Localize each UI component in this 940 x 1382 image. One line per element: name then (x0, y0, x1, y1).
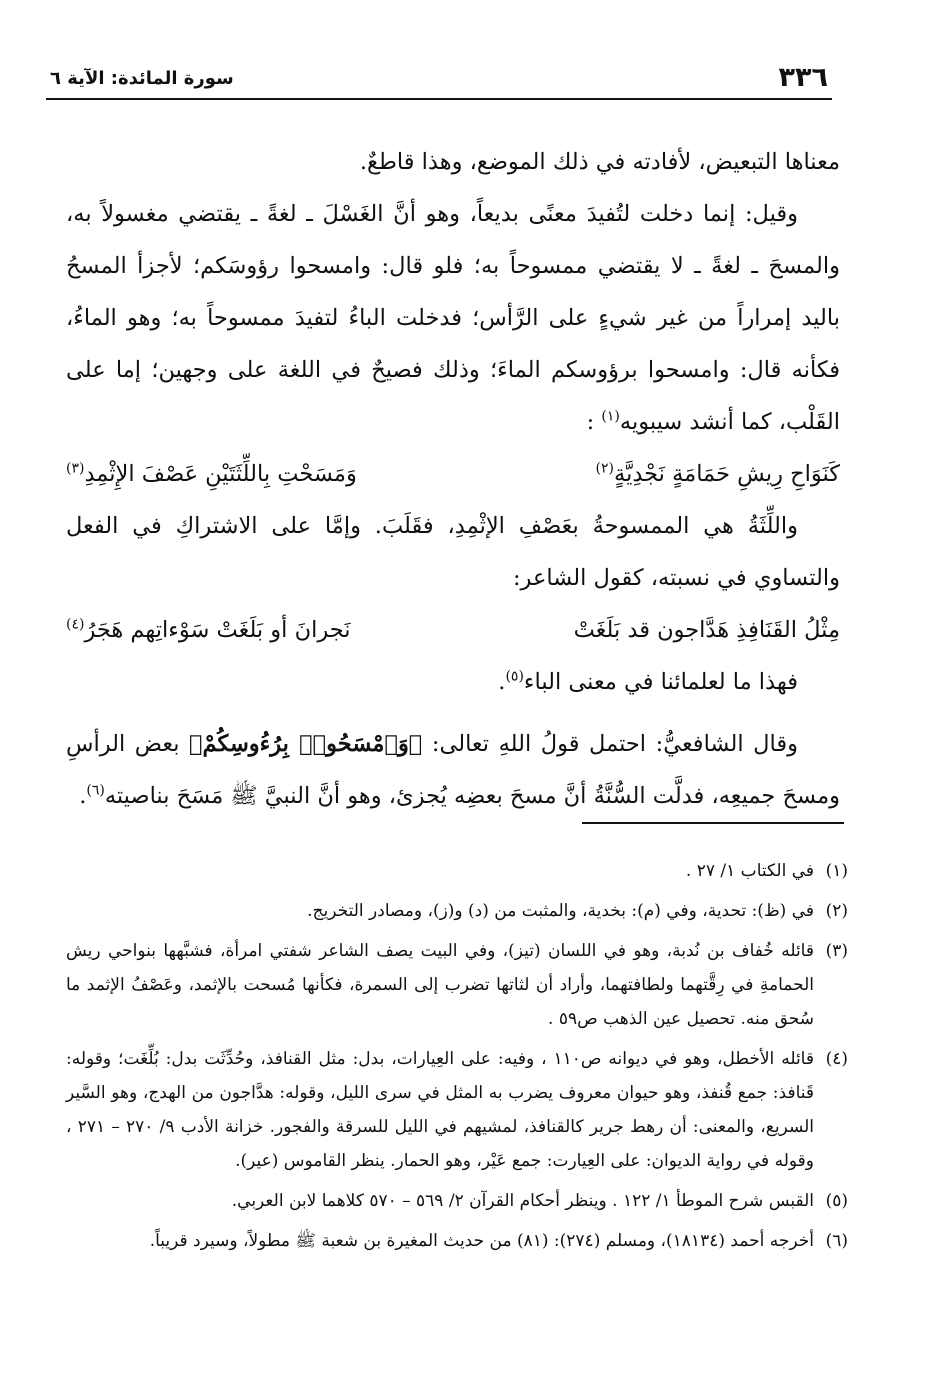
footnote-number: (٦) (825, 1231, 848, 1251)
footnote-text: القبس شرح الموطأ ١/ ١٢٢ . وينظر أحكام القرآن ٢/ ٥٦٩ – ٥٧٠ كلاهما لابن العربي. (231, 1191, 814, 1211)
punctuation: : (586, 409, 595, 435)
footnote-number: (١) (825, 861, 848, 881)
footnote-text: في (ظ): تحدية، وفي (م): بخدية، والمثبت من (د) و(ز)، ومصادر التخريج. (307, 901, 814, 921)
verse-second-hemistich (66, 448, 357, 500)
footnote (66, 1042, 848, 1178)
footnote-number: (٤) (825, 1049, 848, 1069)
footnote-text: في الكتاب ١/ ٢٧ . (685, 861, 814, 881)
punctuation: . (79, 783, 87, 809)
footnote (66, 934, 848, 1036)
paragraph (66, 136, 840, 188)
footnote-text: أخرجه أحمد (١٨١٣٤)، ومسلم (٢٧٤): (٨١) من حديث المغيرة بن شعبة ﷺ مطولاً، وسيرد قريباً. (149, 1231, 814, 1251)
verse-text: وَمَسَحْتِ بِاللِّثَتَيْنِ عَصْفَ الإِثْمِدِ (84, 461, 357, 487)
main-text (66, 136, 840, 822)
paragraph-text: واللِّثَةُ هي الممسوحةُ بعَصْفِ الإثْمِدِ، فقَلَبَ. وإمَّا على الاشتراكِ في الفعل والتساوي في نسبته، كقول الشاعر: (66, 513, 840, 591)
page-header (46, 64, 832, 100)
footnote-ref[interactable]: (٢) (595, 460, 615, 477)
footnotes (66, 854, 848, 1264)
verse-first-hemistich: مِثْلُ القَنَافِذِ هَدَّاجون قد بَلَغَتْ (573, 617, 840, 643)
footnote-separator (582, 822, 844, 824)
punctuation: . (498, 669, 506, 695)
paragraph (66, 718, 840, 822)
paragraph-text: وقال الشافعيُّ: احتمل قولُ اللهِ تعالى: (431, 731, 798, 757)
page-number: ٣٣٦ (778, 62, 828, 93)
footnote-ref[interactable]: (٦) (86, 782, 105, 799)
footnote (66, 894, 848, 928)
paragraph-text: فهذا ما لعلمائنا في معنى الباء (523, 669, 798, 695)
footnote-ref[interactable]: (١) (601, 408, 620, 425)
verse-second-hemistich (66, 604, 351, 656)
footnote-text: قائله الأخطل، وهو في ديوانه ص١١٠ ، وفيه: على العِيارات، بدل: مثل القنافذ، وحُدِّثَت بدل: بُلِّغَت؛ وقوله: قَنافذ: جمع قُنفذ، وهو حيوان معروف يضرب به المثل في سرى الليل، وقوله: هدَّاجون من الهدج، وهو السَّير السريع، والمعنى: أن رهط جرير كالقنافذ، لمشيهم في الليل للسرقة والفجور. خزانة الأدب ٩/ ٢٧٠ – ٢٧١ ، وقوله في رواية الديوان: على العِيارت: جمع عَيْر، وهو الحمار. ينظر القاموس (عير). (66, 1049, 815, 1171)
footnote-text: قائله خُفاف بن نُدبة، وهو في اللسان (تيز)، وفي البيت يصف الشاعر شفتي امرأة، فشبَّهها بنواحي ريش الحمامةِ في رِقَّتهما ولطافتهما، وأراد أن لثاتها تضرب إلى السمرة، فكأنها مُسحت بالإثمد، وعَصْفُ الإثمد ما سُحق منه. تحصيل عين الذهب ص٥٩ . (66, 941, 814, 1029)
paragraph (66, 656, 840, 708)
footnote (66, 854, 848, 888)
quran-quote: ﴿وَٱمْسَحُوا۟ بِرُءُوسِكُمْ﴾ (189, 731, 423, 757)
verse-first-hemistich (596, 448, 840, 500)
verse-text: نَجرانَ أو بَلَغَتْ سَوْءاتِهم هَجَرُ (84, 617, 351, 643)
poetry-verse (66, 448, 840, 500)
paragraph (66, 188, 840, 448)
footnote-number: (٥) (825, 1191, 848, 1211)
verse-text: كَنَوَاحِ رِيشِ حَمَامَةٍ نَجْدِيَّةٍ (614, 461, 840, 487)
paragraph-text: وقيل: إنما دخلت لتُفيدَ معنًى بديعاً، وهو أنَّ الغَسْلَ ـ لغةً ـ يقتضي مغسولاً به، والمسحَ ـ لغةً ـ لا يقتضي ممسوحاً به؛ فلو قال: وامسحوا رؤوسَكم؛ لأجزأ المسحُ باليد إمراراً من غير شيءٍ على الرَّأس؛ فدخلت الباءُ لتفيدَ ممسوحاً به؛ وهو الماءُ، فكأنه قال: وامسحوا برؤوسكم الماءَ؛ وذلك فصيحٌ في اللغة على وجهين؛ إما على القَلْب، كما أنشد سيبويه (66, 201, 840, 435)
footnote-ref[interactable]: (٤) (66, 616, 85, 633)
paragraph-text: معناها التبعيض، لأفادته في ذلك الموضع، وهذا قاطعٌ. (359, 149, 840, 175)
paragraph (66, 500, 840, 604)
footnote-number: (٢) (825, 901, 848, 921)
running-title: سورة المائدة: الآية ٦ (50, 68, 234, 89)
footnote (66, 1184, 848, 1218)
footnote-ref[interactable]: (٣) (66, 460, 85, 477)
footnote-number: (٣) (825, 941, 848, 961)
footnote-ref[interactable]: (٥) (505, 668, 524, 685)
footnote (66, 1224, 848, 1258)
poetry-verse (66, 604, 840, 656)
paragraph-text: بعض الرأسِ ومسحَ جميعِه، فدلَّت السُّنَّةُ أنَّ مسحَ بعضِه يُجزئ، وهو أنَّ النبيَّ ﷺ مَسَحَ بناصيته (66, 731, 840, 809)
